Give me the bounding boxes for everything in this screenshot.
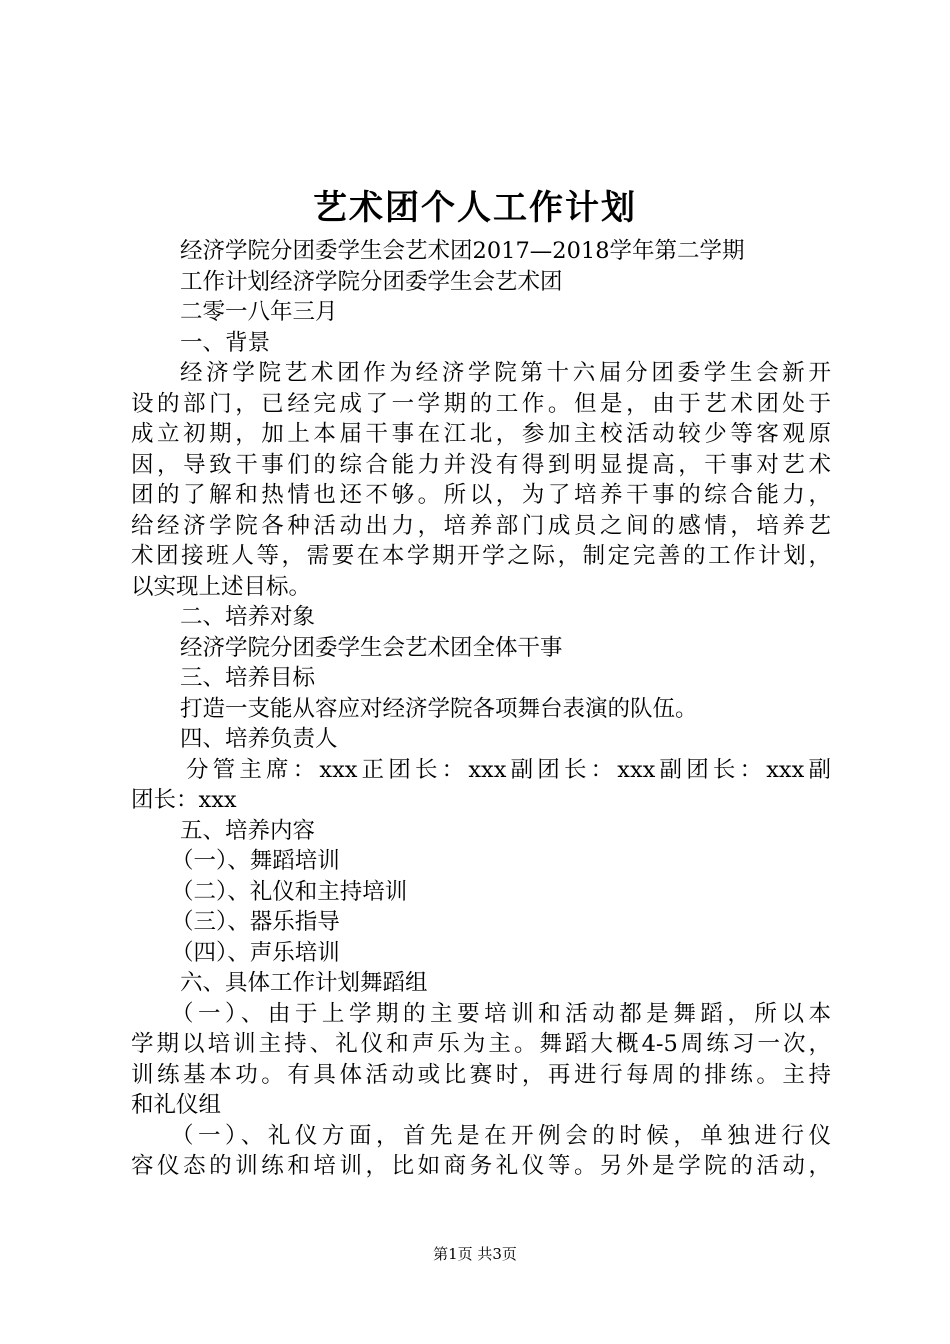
list-item: （四）、声乐培训 bbox=[171, 939, 340, 966]
text-line: 打造一支能从容应对经济学院各项舞台表演的队伍。 bbox=[180, 695, 698, 722]
list-item: （三）、器乐指导 bbox=[171, 909, 340, 935]
section-heading: 二、培养对象 bbox=[180, 604, 316, 630]
page-number-footer: 第1页 共3页 bbox=[433, 1245, 517, 1263]
paragraph-line: 和礼仪组 bbox=[131, 1092, 222, 1118]
paragraph-line: 给经济学院各种活动出力，培养部门成员之间的感情，培养艺 bbox=[131, 512, 831, 539]
paragraph-line: 成立初期，加上本届干事在江北，参加主校活动较少等客观原 bbox=[131, 421, 831, 447]
section-heading: 四、培养负责人 bbox=[180, 726, 338, 752]
text-line: 工作计划经济学院分团委学生会艺术团 bbox=[180, 268, 563, 295]
paragraph-line: 因，导致干事们的综合能力并没有得到明显提高，干事对艺术 bbox=[131, 451, 831, 478]
section-heading: 六、具体工作计划舞蹈组 bbox=[180, 970, 428, 996]
paragraph-line: 训练基本功。有具体活动或比赛时，再进行每周的排练。主持 bbox=[131, 1061, 831, 1088]
paragraph-line: （一）、由于上学期的主要培训和活动都是舞蹈，所以本 bbox=[171, 1000, 831, 1027]
text-line: 经济学院分团委学生会艺术团2017—2018学年第二学期 bbox=[180, 238, 745, 264]
document-title: 艺术团个人工作计划 bbox=[313, 188, 637, 228]
section-heading: 三、培养目标 bbox=[180, 665, 316, 691]
paragraph-line: 分管主席：xxx正团长：xxx副团长：xxx副团长：xxx副 bbox=[186, 756, 831, 783]
paragraph-line: 术团接班人等，需要在本学期开学之际，制定完善的工作计划， bbox=[131, 543, 831, 569]
paragraph-line: 团的了解和热情也还不够。所以，为了培养干事的综合能力， bbox=[131, 482, 831, 508]
section-heading: 一、背景 bbox=[180, 329, 271, 356]
paragraph-line: （一）、礼仪方面，首先是在开例会的时候，单独进行仪 bbox=[171, 1122, 831, 1149]
paragraph-line: 以实现上述目标。 bbox=[131, 573, 312, 600]
paragraph-line: 经济学院艺术团作为经济学院第十六届分团委学生会新开 bbox=[180, 360, 831, 386]
paragraph-line: 设的部门，已经完成了一学期的工作。但是，由于艺术团处于 bbox=[131, 390, 831, 417]
text-line: 二零一八年三月 bbox=[180, 299, 338, 325]
list-item: （一）、舞蹈培训 bbox=[171, 848, 340, 874]
paragraph-line: 团长：xxx bbox=[131, 787, 237, 813]
paragraph-line: 容仪态的训练和培训，比如商务礼仪等。另外是学院的活动， bbox=[131, 1153, 831, 1179]
text-line: 经济学院分团委学生会艺术团全体干事 bbox=[180, 634, 563, 661]
document-body bbox=[131, 236, 831, 1182]
section-heading: 五、培养内容 bbox=[180, 817, 316, 844]
paragraph-line: 学期以培训主持、礼仪和声乐为主。舞蹈大概4-5周练习一次， bbox=[131, 1031, 831, 1057]
list-item: （二）、礼仪和主持培训 bbox=[171, 878, 408, 905]
